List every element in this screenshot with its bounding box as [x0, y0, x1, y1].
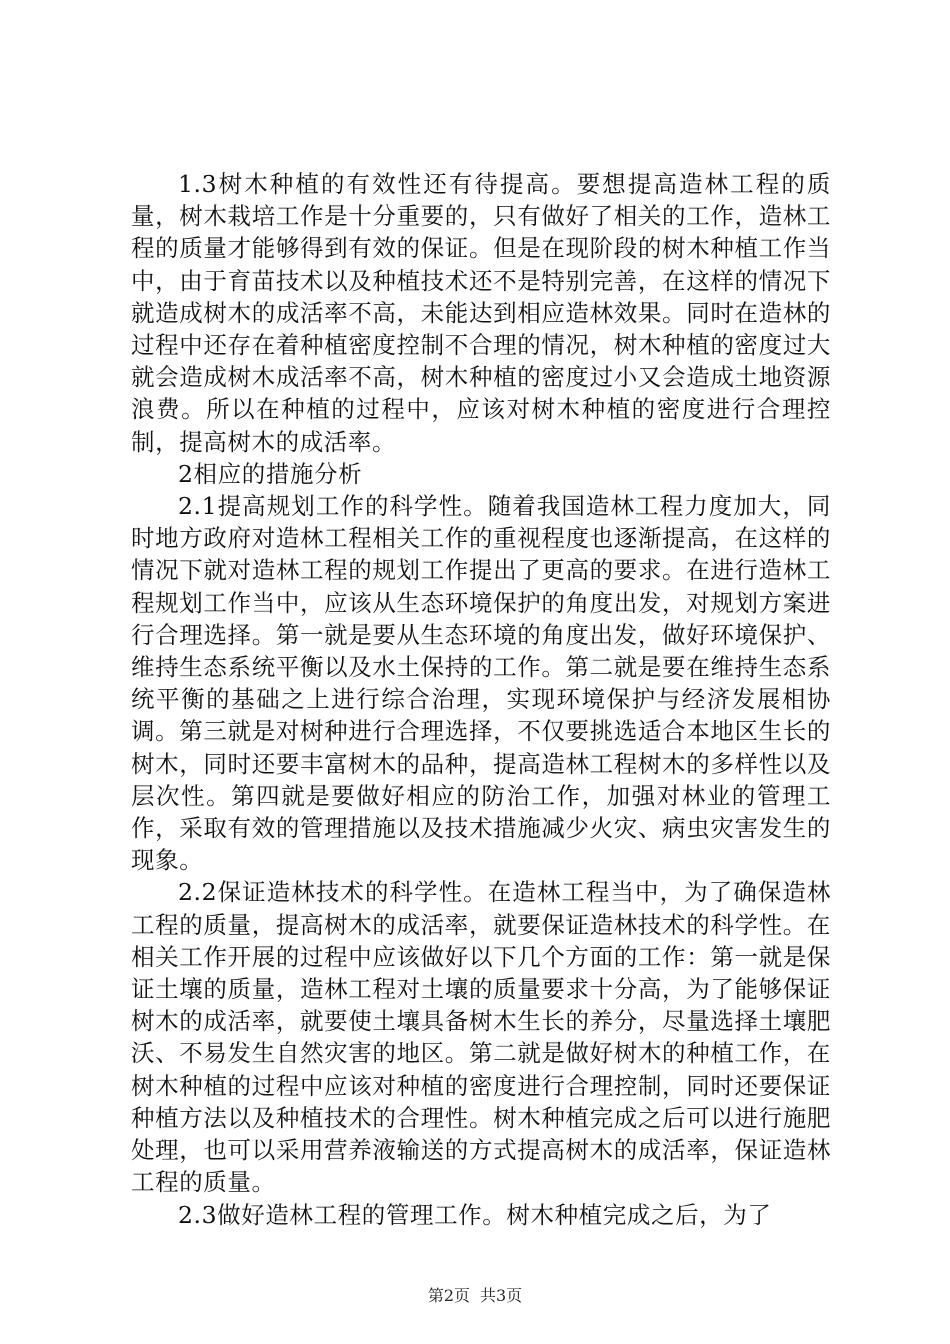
paragraph-1-3: 1.3树木种植的有效性还有待提高。要想提高造林工程的质量，树木栽培工作是十分重要的，只有做好了相关的工作，造林工程的质量才能够得到有效的保证。但是在现阶段的树木种植工作当中，由于育苗技术以及种植技术还不是特别完善，在这样的情况下就造成树木的成活率不高，未能达到相应造林效果。同时在造林的过程中还存在着种植密度控制不合理的情况，树木种植的密度过大就会造成树木成活率不高，树木种植的密度过小又会造成土地资源浪费。所以在种植的过程中，应该对树木种植的密度进行合理控制，提高树木的成活率。 [131, 170, 831, 456]
page-footer [0, 1283, 950, 1306]
section-heading-2: 2相应的措施分析 [178, 459, 363, 488]
paragraph-2-1: 2.1提高规划工作的科学性。随着我国造林工程力度加大，同时地方政府对造林工程相关工作的重视程度也逐渐提高，在这样的情况下就对造林工程的规划工作提出了更高的要求。在进行造林工程规划工作当中，应该从生态环境保护的角度出发，对规划方案进行合理选择。第一就是要从生态环境的角度出发，做好环境保护、维持生态系统平衡以及水土保持的工作。第二就是要在维持生态系统平衡的基础之上进行综合治理，实现环境保护与经济发展相协调。第三就是对树种进行合理选择，不仅要挑选适合本地区生长的树木，同时还要丰富树木的品种，提高造林工程树木的多样性以及层次性。第四就是要做好相应的防治工作，加强对林业的管理工作，采取有效的管理措施以及技术措施减少火灾、病虫灾害发生的现象。 [131, 492, 831, 875]
page-number: 第2页 [427, 1286, 470, 1305]
page-total: 共3页 [480, 1286, 523, 1305]
document-body [131, 168, 831, 1231]
paragraph-2-3: 2.3做好造林工程的管理工作。树木种植完成之后，为了 [178, 1200, 772, 1229]
paragraph-2-2: 2.2保证造林技术的科学性。在造林工程当中，为了确保造林工程的质量，提高树木的成活率，就要保证造林技术的科学性。在相关工作开展的过程中应该做好以下几个方面的工作：第一就是保证土壤的质量，造林工程对土壤的质量要求十分高，为了能够保证树木的成活率，就要使土壤具备树木生长的养分，尽量选择土壤肥沃、不易发生自然灾害的地区。第二就是做好树木的种植工作，在树木种植的过程中应该对种植的密度进行合理控制，同时还要保证种植方法以及种植技术的合理性。树木种植完成之后可以进行施肥处理，也可以采用营养液输送的方式提高树木的成活率，保证造林工程的质量。 [131, 878, 831, 1197]
